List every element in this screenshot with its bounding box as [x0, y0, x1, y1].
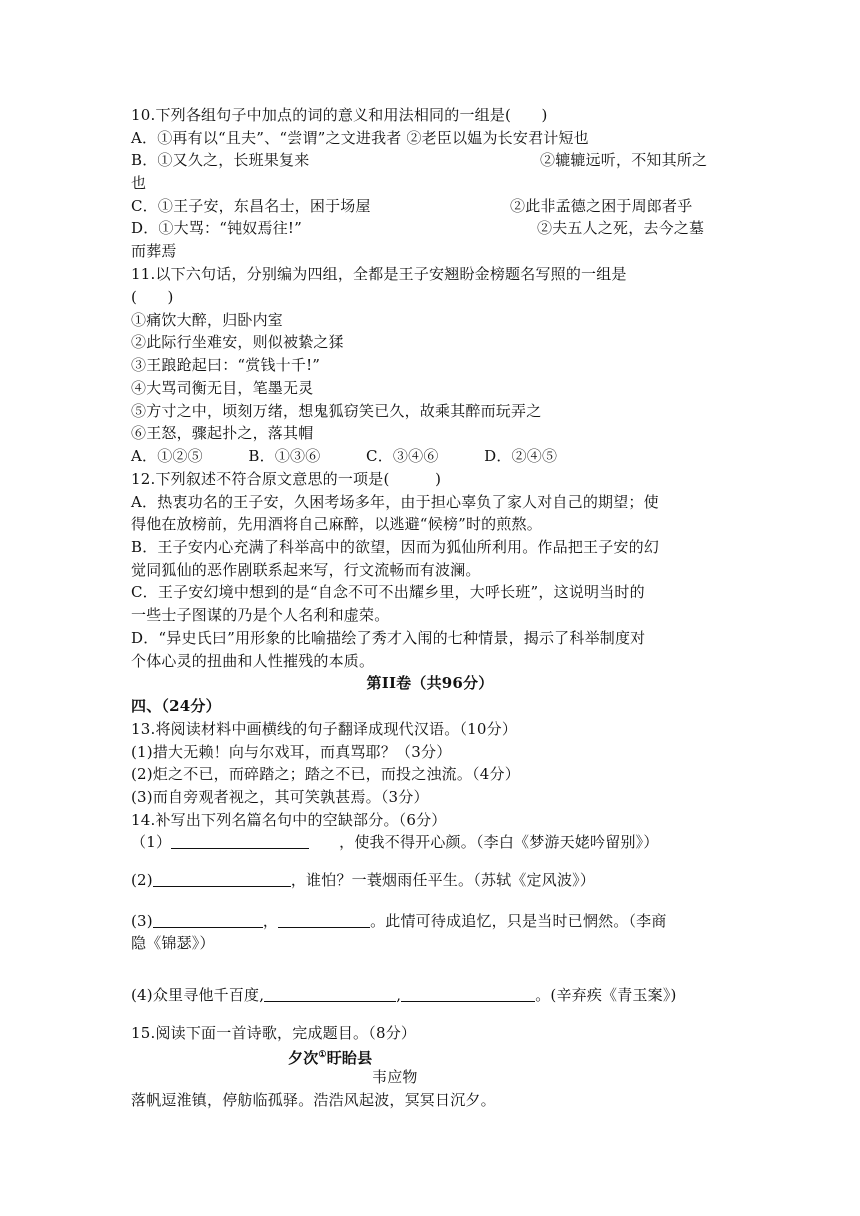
section-four-heading: 四、（24分）	[131, 697, 221, 715]
q13-sentence-2: (2)炬之不已，而碎踏之；踏之不已，而投之浊流。（4分）	[131, 765, 520, 783]
q13-stem: 13.将阅读材料中画横线的句子翻译成现代汉语。（10分）	[131, 720, 518, 738]
q10-b-part1: B．①又久之，长班果复来	[131, 151, 310, 169]
q10-option-b	[131, 149, 708, 171]
q14-item-4	[131, 984, 677, 1006]
q10-d-part2: ②夫五人之死，去今之墓	[537, 219, 705, 237]
q14-item-1	[131, 831, 659, 853]
q14-item-2-text: ，谁怕？一蓑烟雨任平生。（苏轼《定风波》）	[290, 871, 596, 889]
q11-sentence-2: ②此际行坐难安，则似被絷之猱	[131, 333, 344, 351]
q14-item-3-comma: ，	[262, 912, 279, 930]
q11-sentence-4: ④大骂司衡无目，笔墨无灵	[131, 379, 314, 397]
q14-item-1-text: ，使我不得开心颜。（李白《梦游天姥吟留别》）	[339, 833, 659, 851]
poem-title	[288, 1044, 372, 1069]
q12-option-c-line1: C．王子安幻境中想到的是“自念不可不出耀乡里，大呼长班”，这说明当时的	[131, 583, 645, 601]
fill-in-blank[interactable]	[401, 986, 535, 1002]
q14-item-3-text: 。此情可待成追忆，只是当时已惘然。（李商	[370, 912, 667, 930]
q11-stem: 11.以下六句话，分别编为四组，全都是王子安翘盼金榜题名写照的一组是	[131, 265, 627, 283]
fill-in-blank[interactable]	[264, 986, 396, 1002]
q10-b-part2: ②辘辘远听，不知其所之	[540, 151, 708, 169]
q10-option-b-cont: 也	[131, 174, 147, 192]
q11-sentence-1: ①痛饮大醉，归卧内室	[131, 311, 284, 329]
q14-item-2-number: (2)	[131, 871, 153, 889]
q12-option-d-line2: 个体心灵的扭曲和人性摧残的本质。	[131, 652, 375, 670]
q14-item-3	[131, 910, 667, 932]
q14-item-3-number: (3)	[131, 912, 153, 930]
q11-sentence-6: ⑥王怒，骤起扑之，落其帽	[131, 424, 314, 442]
q10-d-part1: D．①大骂：“钝奴焉往!”	[131, 219, 302, 237]
q14-item-1-number: （1）	[131, 833, 172, 851]
q12-stem: 12.下列叙述不符合原文意思的一项是( )	[131, 470, 442, 488]
q14-item-4-source: 。(辛弃疾《青玉案》)	[535, 986, 677, 1004]
q10-option-c	[131, 195, 693, 217]
q11-sentence-3: ③王踉跄起曰：“赏钱十千!”	[131, 356, 321, 374]
q12-option-a-line2: 得他在放榜前，先用酒将自己麻醉，以逃避“候榜”时的煎熬。	[131, 515, 542, 533]
q14-stem: 14.补写出下列名篇名句中的空缺部分。（6分）	[131, 811, 447, 829]
q14-item-3-cont: 隐《锦瑟》）	[131, 934, 215, 952]
q12-option-b-line1: B．王子安内心充满了科举高中的欲望，因而为狐仙所利用。作品把王子安的幻	[131, 538, 660, 556]
q13-sentence-3: (3)而自旁观者视之，其可笑孰甚焉。（3分）	[131, 788, 429, 806]
poem-title-part2: 盱眙县	[326, 1049, 373, 1067]
q13-sentence-1: (1)措大无赖！向与尔戏耳，而真骂耶？（3分）	[131, 743, 452, 761]
q12-option-b-line2: 觉同狐仙的恶作剧联系起来写，行文流畅而有波澜。	[131, 561, 481, 579]
q12-option-c-line2: 一些士子图谋的乃是个人名利和虚荣。	[131, 606, 390, 624]
q10-c-part2: ②此非孟德之困于周郎者乎	[510, 197, 693, 215]
footnote-marker: ①	[318, 1050, 327, 1060]
fill-in-blank[interactable]	[153, 912, 263, 928]
poem-title-part1: 夕次	[288, 1049, 319, 1067]
q11-sentence-5: ⑤方寸之中，顷刻万绪，想鬼狐窃笑已久，故乘其醉而玩弄之	[131, 402, 542, 420]
q10-option-d	[131, 217, 705, 239]
q10-c-part1: C．①王子安，东昌名士，困于场屋	[131, 197, 371, 215]
fill-in-blank[interactable]	[278, 912, 370, 928]
q14-item-4-text: (4)众里寻他千百度,	[131, 986, 265, 1004]
fill-in-blank[interactable]	[153, 871, 291, 887]
q14-item-4-comma: ,	[396, 986, 402, 1004]
q12-option-a-line1: A．热衷功名的王子安，久困考场多年，由于担心辜负了家人对自己的期望；使	[131, 493, 659, 511]
q12-option-d-line1: D．“异史氏曰”用形象的比喻描绘了秀才入闱的七种情景，揭示了科举制度对	[131, 629, 646, 647]
q11-options: A．①②⑤ B．①③⑥ C．③④⑥ D．②④⑤	[131, 447, 558, 465]
q15-stem: 15.阅读下面一首诗歌，完成题目。（8分）	[131, 1024, 417, 1042]
poem-line-1: 落帆逗淮镇，停舫临孤驿。浩浩风起波，冥冥日沉夕。	[131, 1091, 496, 1109]
part-two-heading: 第II卷（共96分）	[366, 674, 494, 692]
fill-in-blank[interactable]	[171, 833, 309, 849]
q10-stem: 10.下列各组句子中加点的词的意义和用法相同的一组是( )	[131, 106, 548, 124]
q10-option-a: A．①再有以“且夫”、“尝谓”之文进我者 ②老臣以媪为长安君计短也	[131, 129, 589, 147]
q14-item-2	[131, 869, 595, 891]
q10-option-d-cont: 而葬焉	[131, 242, 177, 260]
poem-author: 韦应物	[372, 1068, 418, 1086]
q11-answer-paren: ( )	[131, 288, 174, 306]
